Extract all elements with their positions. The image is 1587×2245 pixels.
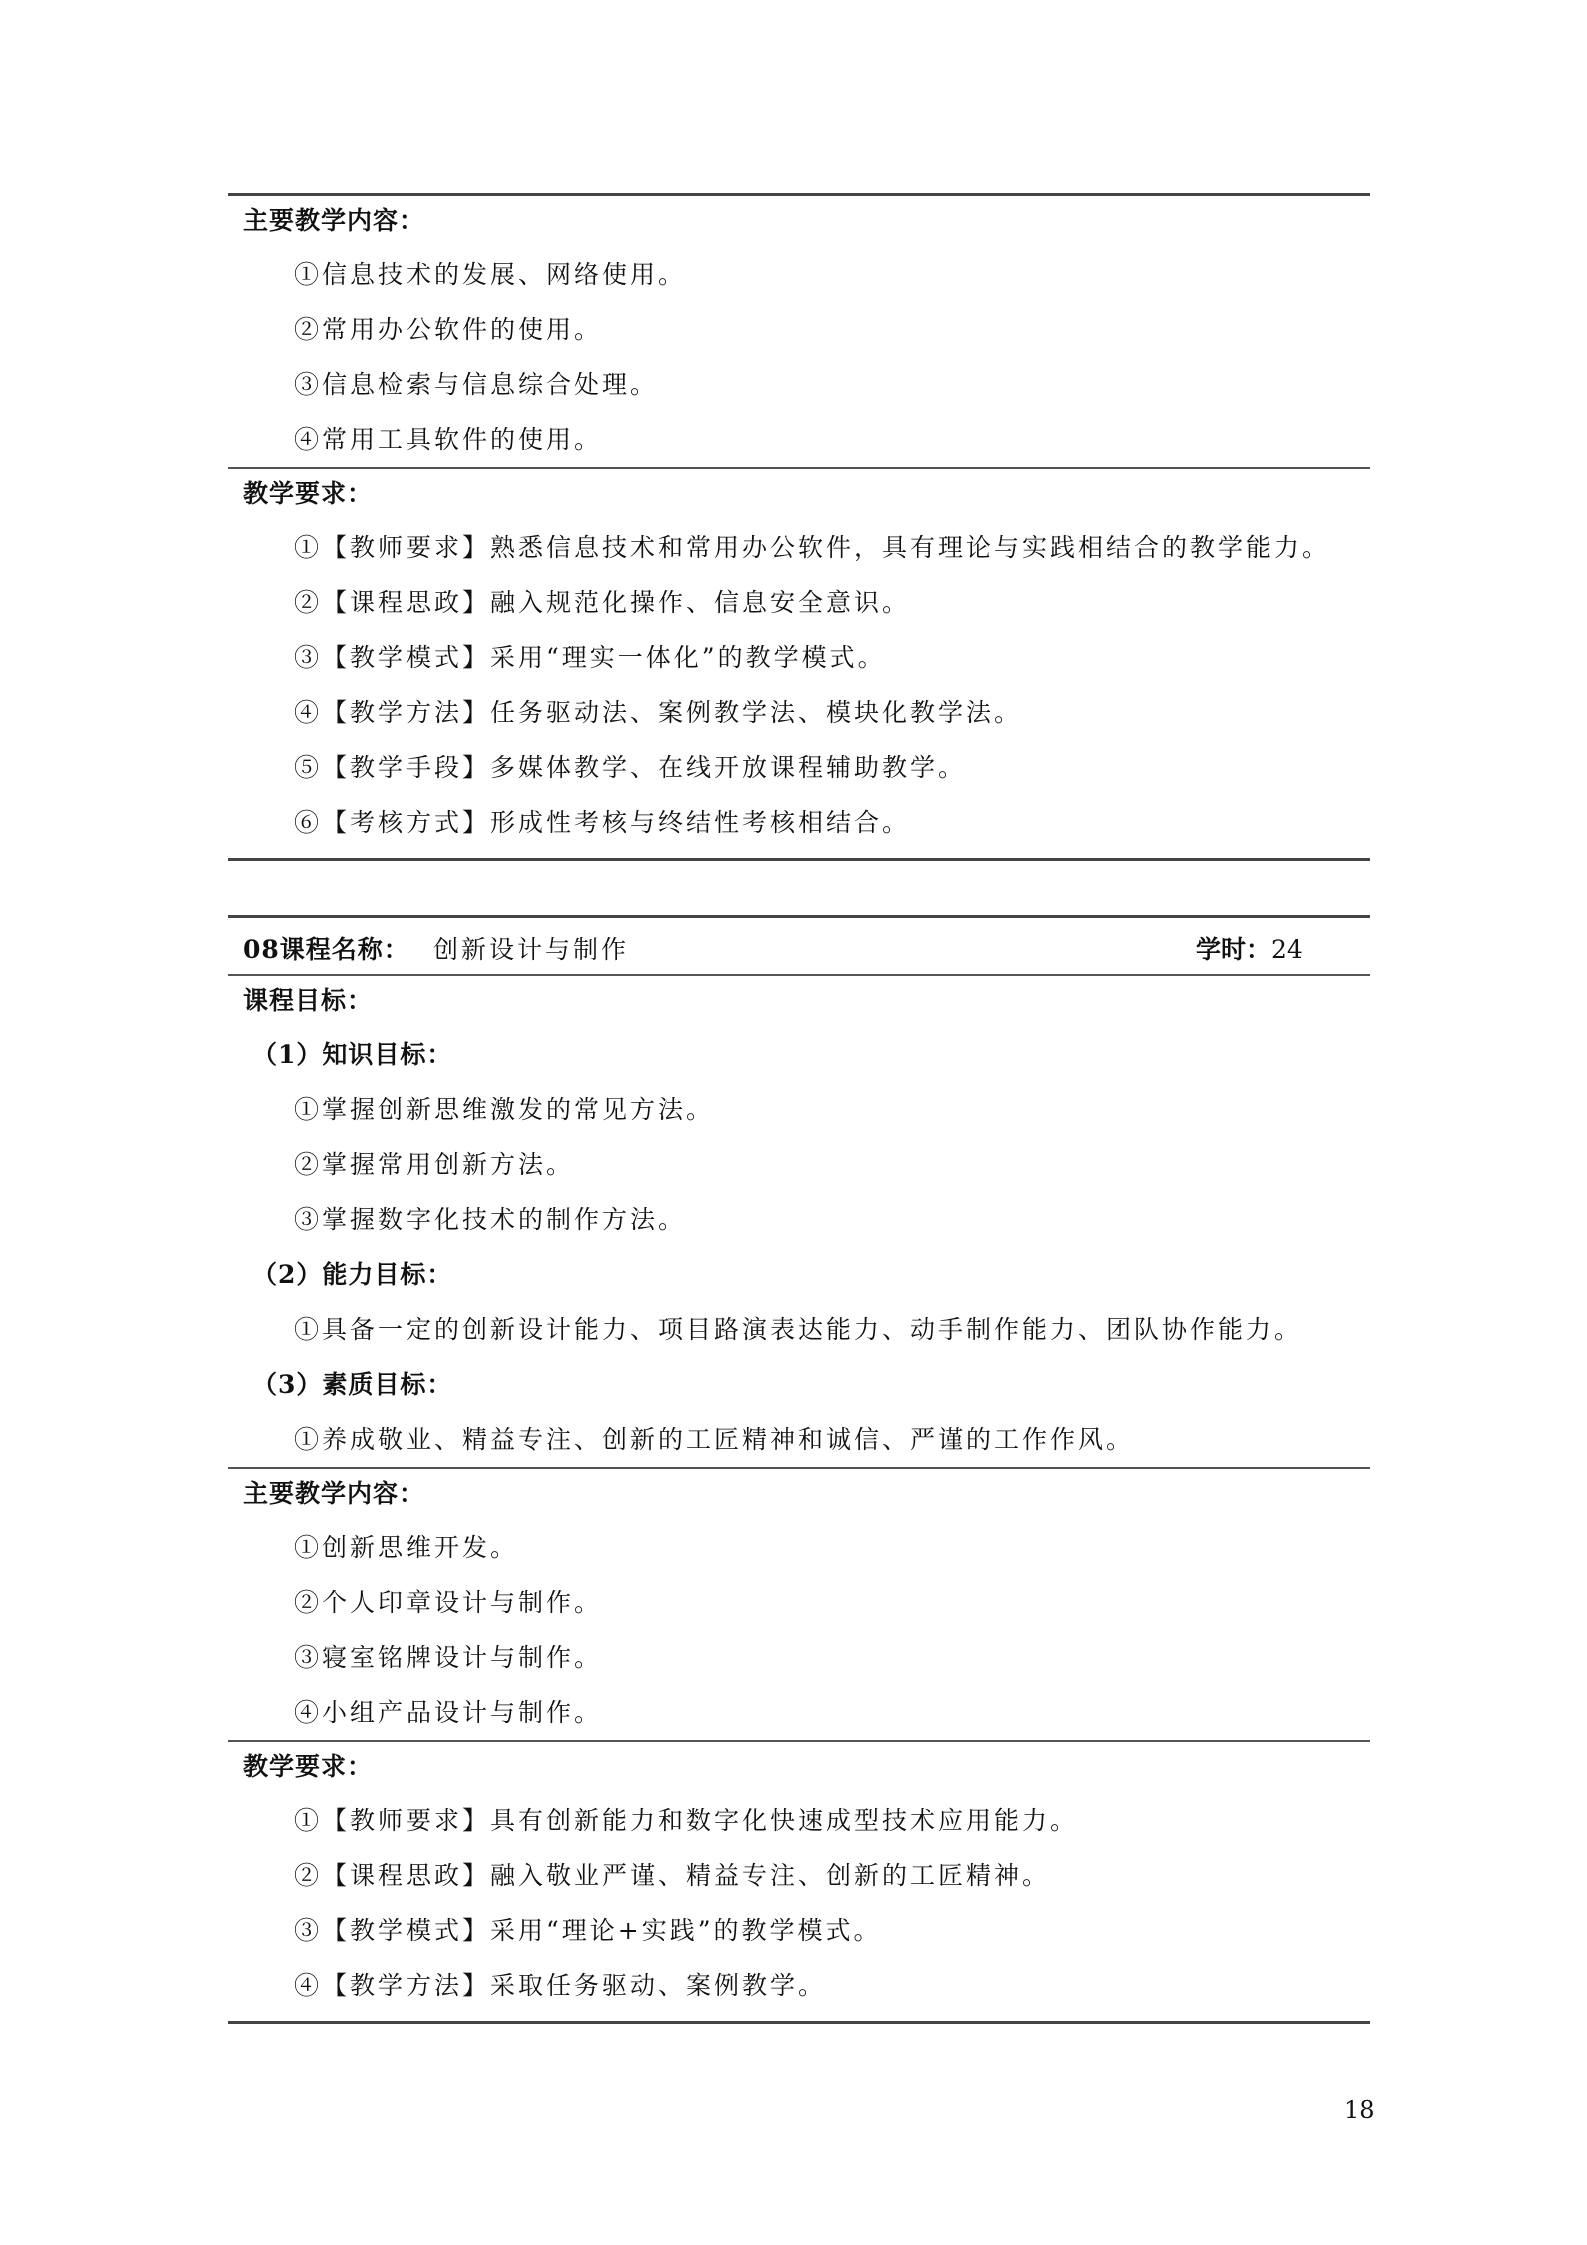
list-item: ④小组产品设计与制作。 [294,1698,603,1727]
section-heading: 课程目标： [243,986,374,1015]
list-item: ①【教师要求】具有创新能力和数字化快速成型技术应用能力。 [294,1806,1079,1835]
teaching-requirements-section [228,1740,1370,2021]
course-objectives-section [228,974,1370,1467]
list-item: ⑥【考核方式】形成性考核与终结性考核相结合。 [294,808,911,837]
list-item: ③【教学模式】采用“理实一体化”的教学模式。 [294,643,886,672]
teaching-requirements-section [228,467,1370,858]
section-heading: 主要教学内容： [243,1479,426,1508]
subsection-heading-quality: （3）素质目标： [252,1370,453,1399]
section-heading: 教学要求： [243,479,374,508]
list-item: ④【教学方法】任务驱动法、案例教学法、模块化教学法。 [294,698,1023,727]
course-name-value: 创新设计与制作 [433,935,630,964]
list-item: ①【教师要求】熟悉信息技术和常用办公软件，具有理论与实践相结合的教学能力。 [294,533,1331,562]
course-table-07-continued [228,193,1370,861]
list-item: ⑤【教学手段】多媒体教学、在线开放课程辅助教学。 [294,753,967,782]
section-heading: 教学要求： [243,1752,374,1781]
subsection-heading-ability: （2）能力目标： [252,1260,453,1289]
course-hours-label: 学时： [1196,935,1272,964]
list-item: ①具备一定的创新设计能力、项目路演表达能力、动手制作能力、团队协作能力。 [294,1315,1303,1344]
list-item: ③【教学模式】采用“理论+实践”的教学模式。 [294,1916,882,1945]
list-item: ④常用工具软件的使用。 [294,425,603,454]
list-item: ①掌握创新思维激发的常见方法。 [294,1095,715,1124]
course-hours [1196,930,1303,966]
course-table-08 [228,915,1370,2024]
list-item: ①创新思维开发。 [294,1533,519,1562]
course-hours-value: 24 [1271,935,1303,964]
main-content-section [228,196,1370,467]
list-item: ②掌握常用创新方法。 [294,1150,575,1179]
list-item: ③掌握数字化技术的制作方法。 [294,1205,687,1234]
course-name-label: 08课程名称： [243,935,410,964]
course-header-row [228,918,1370,974]
main-content-section [228,1467,1370,1740]
list-item: ②【课程思政】融入敬业严谨、精益专注、创新的工匠精神。 [294,1861,1051,1890]
list-item: ②【课程思政】融入规范化操作、信息安全意识。 [294,588,911,617]
list-item: ③寝室铭牌设计与制作。 [294,1643,603,1672]
list-item: ④【教学方法】采取任务驱动、案例教学。 [294,1971,827,2000]
page-number: 18 [1344,2096,1375,2124]
list-item: ②常用办公软件的使用。 [294,315,603,344]
section-heading: 主要教学内容： [243,206,426,235]
list-item: ①养成敬业、精益专注、创新的工匠精神和诚信、严谨的工作作风。 [294,1425,1135,1454]
subsection-heading-knowledge: （1）知识目标： [252,1040,453,1069]
list-item: ①信息技术的发展、网络使用。 [294,260,687,289]
list-item: ③信息检索与信息综合处理。 [294,370,659,399]
list-item: ②个人印章设计与制作。 [294,1588,603,1617]
